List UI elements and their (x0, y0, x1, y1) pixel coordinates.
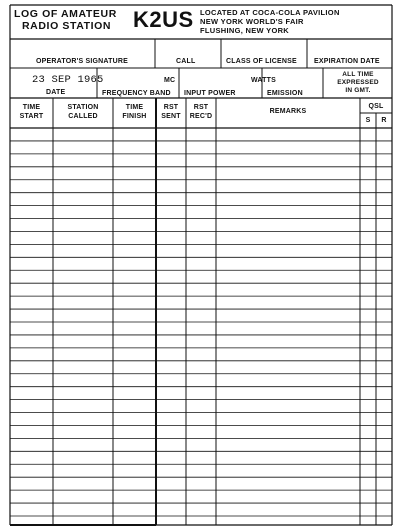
col-rst-recd-line1: RST (193, 104, 209, 111)
call-label: CALL (176, 58, 196, 65)
col-station-called-line2: CALLED (68, 113, 98, 120)
col-time-start-line2: START (19, 113, 44, 120)
location-line3: FLUSHING, NEW YORK (200, 26, 290, 35)
col-rst-sent-line1: RST (163, 104, 179, 111)
gmt-note-line3: IN GMT. (345, 87, 371, 94)
expiration-date-label: EXPIRATION DATE (314, 58, 380, 65)
col-time-finish-line2: FINISH (122, 113, 147, 120)
col-qsl-received: R (381, 117, 387, 124)
col-remarks: REMARKS (269, 108, 307, 115)
gmt-note-line2: EXPRESSED (337, 79, 379, 86)
operators-signature-label: OPERATOR'S SIGNATURE (36, 58, 129, 65)
callsign: K2US (133, 7, 194, 32)
date-value: 23 SEP 1965 (32, 74, 104, 86)
class-of-license-label: CLASS OF LICENSE (226, 58, 297, 65)
emission-label: EMISSION (267, 90, 303, 97)
log-title-line1: LOG OF AMATEUR (14, 8, 117, 20)
col-time-finish-line1: TIME (125, 104, 144, 111)
frequency-band-label: FREQUENCY BAND (102, 90, 171, 97)
mc-label: MC (164, 77, 176, 84)
col-qsl-sent: S (365, 117, 371, 124)
input-power-label: INPUT POWER (184, 90, 236, 97)
col-rst-sent-line2: SENT (161, 113, 181, 120)
col-station-called-line1: STATION (67, 104, 99, 111)
gmt-note-line1: ALL TIME (342, 71, 374, 78)
watts-label: WATTS (251, 77, 276, 84)
col-qsl: QSL (368, 103, 384, 110)
location-line1: LOCATED AT COCA-COLA PAVILION (200, 8, 340, 17)
location-line2: NEW YORK WORLD'S FAIR (200, 17, 304, 26)
log-title-line2: RADIO STATION (22, 20, 112, 32)
col-time-start-line1: TIME (22, 104, 41, 111)
date-label: DATE (46, 89, 66, 96)
col-rst-recd-line2: REC'D (189, 113, 213, 120)
